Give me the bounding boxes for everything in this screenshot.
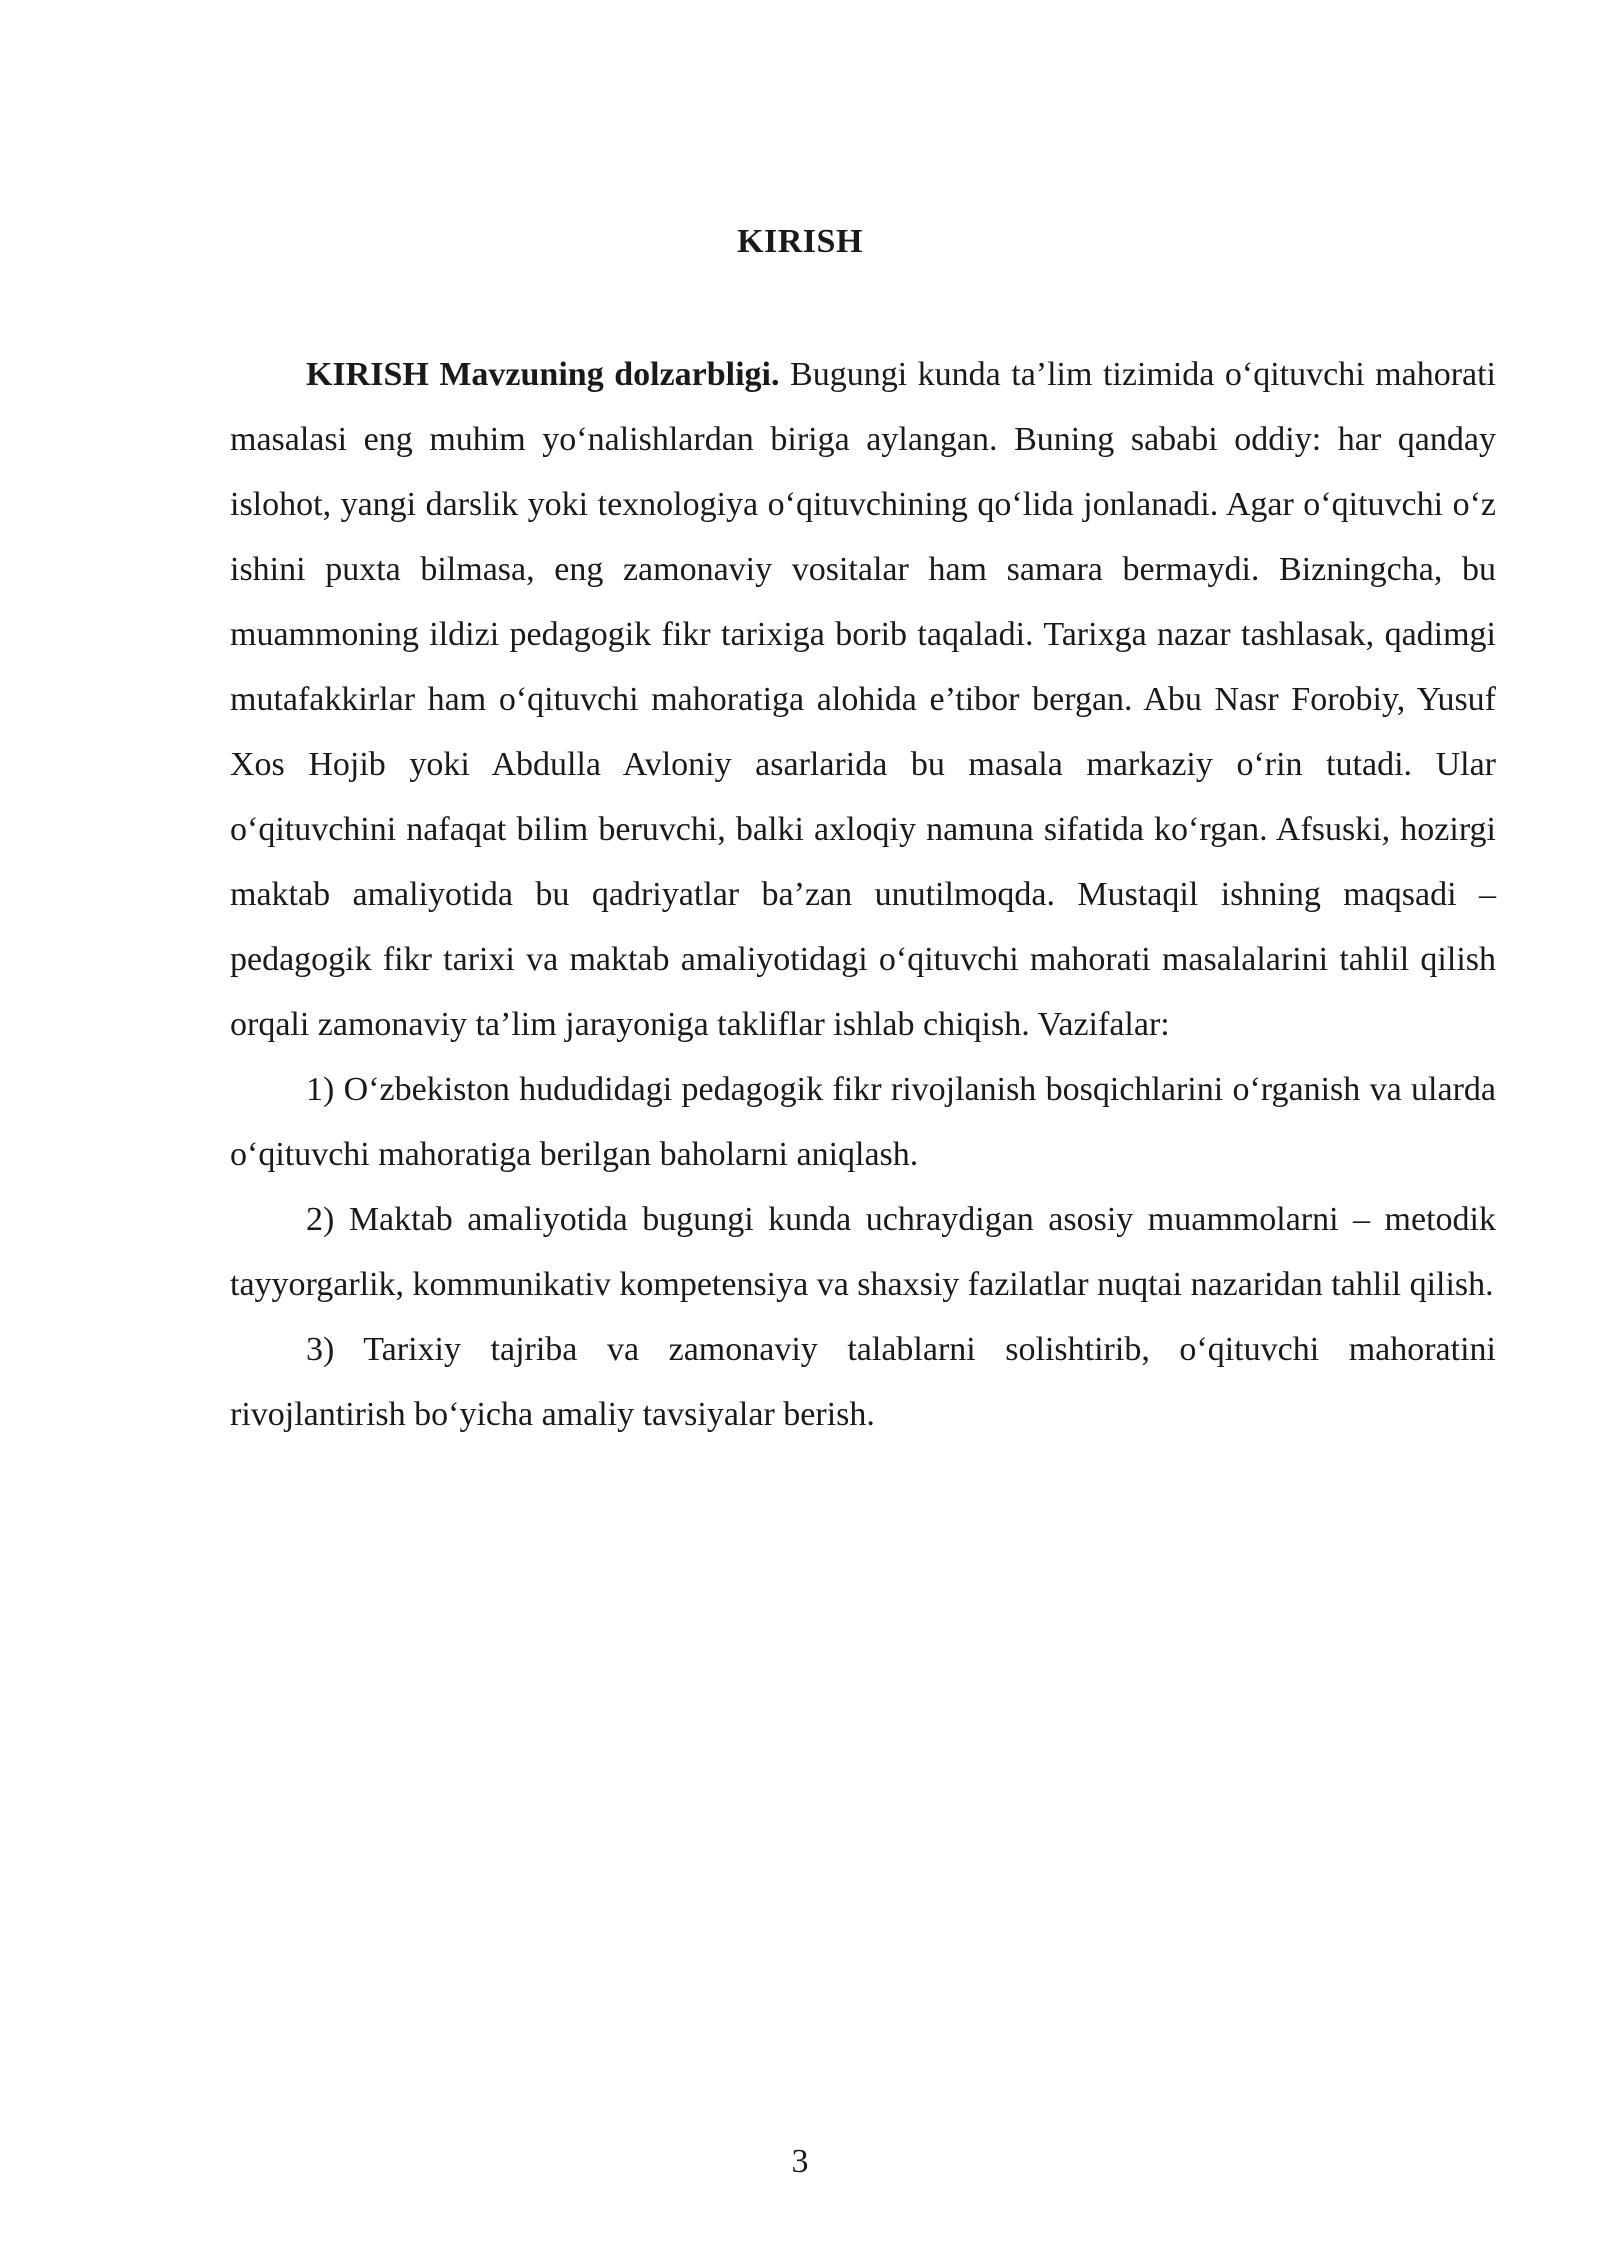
task-item-3: 3) Tarixiy tajriba va zamonaviy talablarni solishtirib, o‘qituvchi mahoratini rivojlantirish bo‘yicha amaliy tavsiyalar berish. xyxy=(230,1331,1496,1433)
intro-paragraph xyxy=(230,342,1496,1057)
intro-text: Bugungi kunda ta’lim tizimida o‘qituvchi mahorati masalasi eng muhim yo‘nalishlardan biriga aylangan. Buning sababi oddiy: har qanday islohot, yangi darslik yoki texnologiya o‘qituvchining qo‘lida jonlanadi. Agar o‘qituvchi o‘z ishini puxta bilmasa, eng zamonaviy vositalar ham samara bermaydi. Bizningcha, bu muammoning ildizi pedagogik fikr tarixiga borib taqaladi. Tarixga nazar tashlasak, qadimgi mutafakkirlar ham o‘qituvchi mahoratiga alohida e’tibor bergan. Abu Nasr Forobiy, Yusuf Xos Hojib yoki Abdulla Avloniy asarlarida bu masala markaziy o‘rin tutadi. Ular o‘qituvchini nafaqat bilim beruvchi, balki axloqiy namuna sifatida ko‘rgan. Afsuski, hozirgi maktab amaliyotida bu qadriyatlar ba’zan unutilmoqda. Mustaqil ishning maqsadi – pedagogik fikr tarixi va maktab amaliyotidagi o‘qituvchi mahorati masalalarini tahlil qilish orqali zamonaviy ta’lim jarayoniga takliflar ishlab chiqish. Vazifalar: xyxy=(230,356,1497,1043)
task-item-1: 1) O‘zbekiston hududidagi pedagogik fikr rivojlanish bosqichlarini o‘rganish va ularda o‘qituvchi mahoratiga berilgan baholarni aniqlash. xyxy=(230,1071,1496,1173)
page-number: 3 xyxy=(791,2143,809,2180)
task-item-2: 2) Maktab amaliyotida bugungi kunda uchraydigan asosiy muammolarni – metodik tayyorgarlik, kommunikativ kompetensiya va shaxsiy fazilatlar nuqtai nazaridan tahlil qilish. xyxy=(230,1201,1496,1303)
page-heading: KIRISH xyxy=(737,223,863,260)
intro-lead: KIRISH Mavzuning dolzarbligi. xyxy=(306,356,780,393)
body-text xyxy=(230,342,1496,1447)
